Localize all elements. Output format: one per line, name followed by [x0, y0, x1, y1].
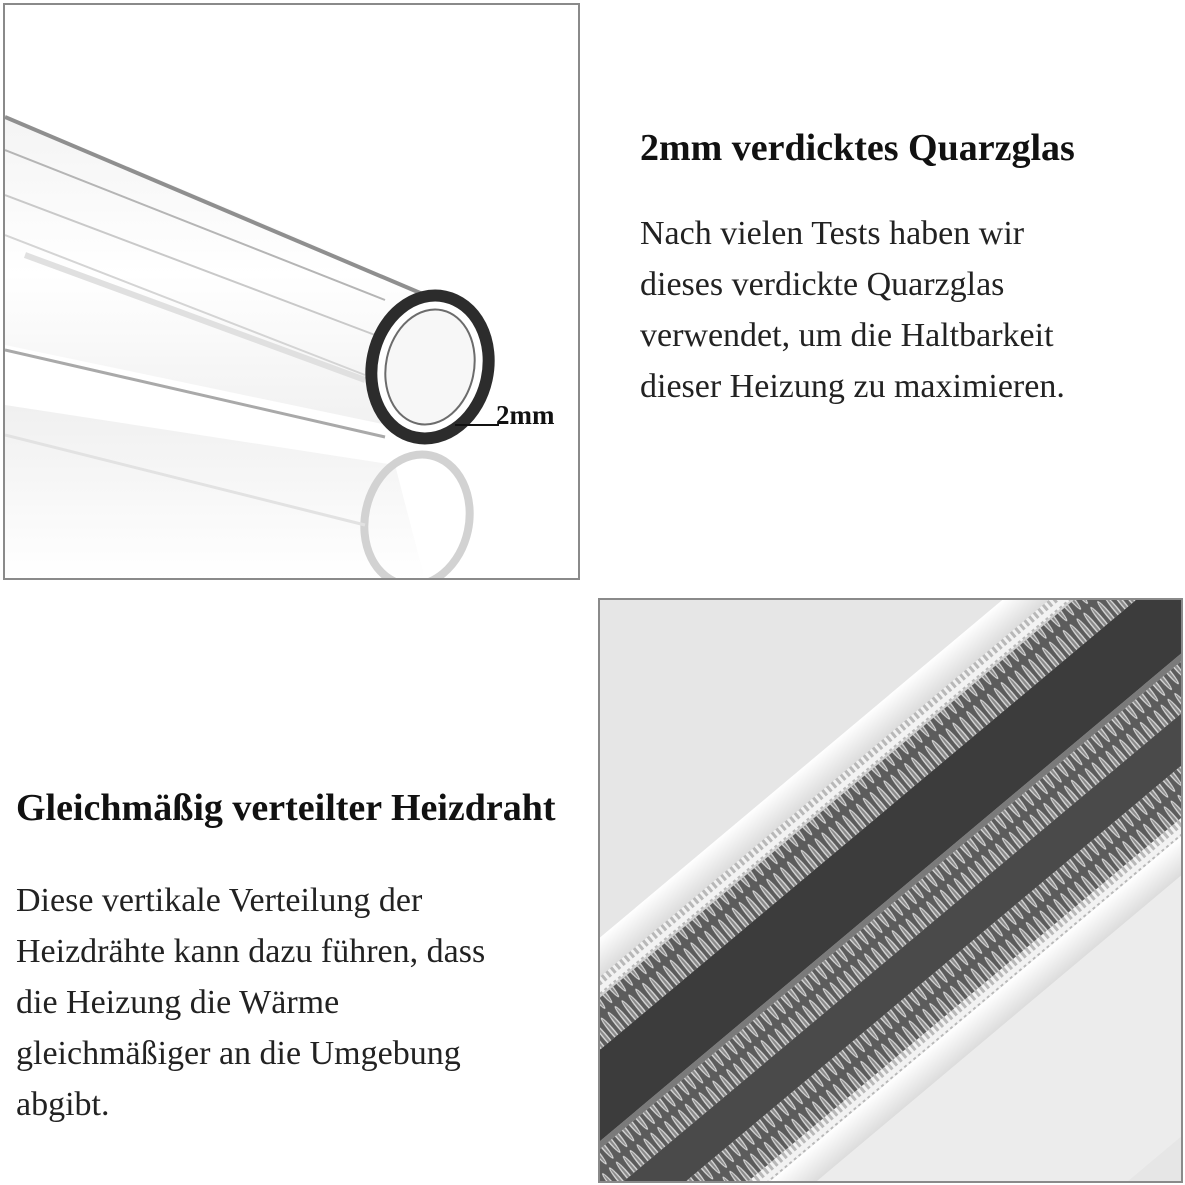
thickness-callout-label: 2mm — [496, 400, 555, 430]
description-line: dieses verdickte Quarzglas — [640, 266, 1005, 303]
description-line: verwendet, um die Haltbarkeit — [640, 317, 1054, 354]
description-line: Nach vielen Tests haben wir — [640, 215, 1025, 252]
description-line: gleichmäßiger an die Umgebung — [16, 1035, 461, 1072]
quartz-glass-heading: 2mm verdicktes Quarzglas — [640, 127, 1075, 169]
quartz-glass-tube-image — [3, 3, 580, 580]
heating-coil-icon — [600, 600, 1181, 1181]
description-line: dieser Heizung zu maximieren. — [640, 368, 1065, 405]
description-line: die Heizung die Wärme — [16, 984, 340, 1021]
quartz-glass-description — [640, 208, 1170, 412]
description-line: abgibt. — [16, 1086, 110, 1123]
heating-wire-description — [16, 875, 591, 1130]
heating-coil-image — [598, 598, 1183, 1183]
heating-wire-heading: Gleichmäßig verteilter Heizdraht — [16, 787, 556, 829]
description-line: Diese vertikale Verteilung der — [16, 882, 423, 919]
description-line: Heizdrähte kann dazu führen, dass — [16, 933, 486, 970]
quartz-glass-tube-icon — [5, 5, 578, 578]
